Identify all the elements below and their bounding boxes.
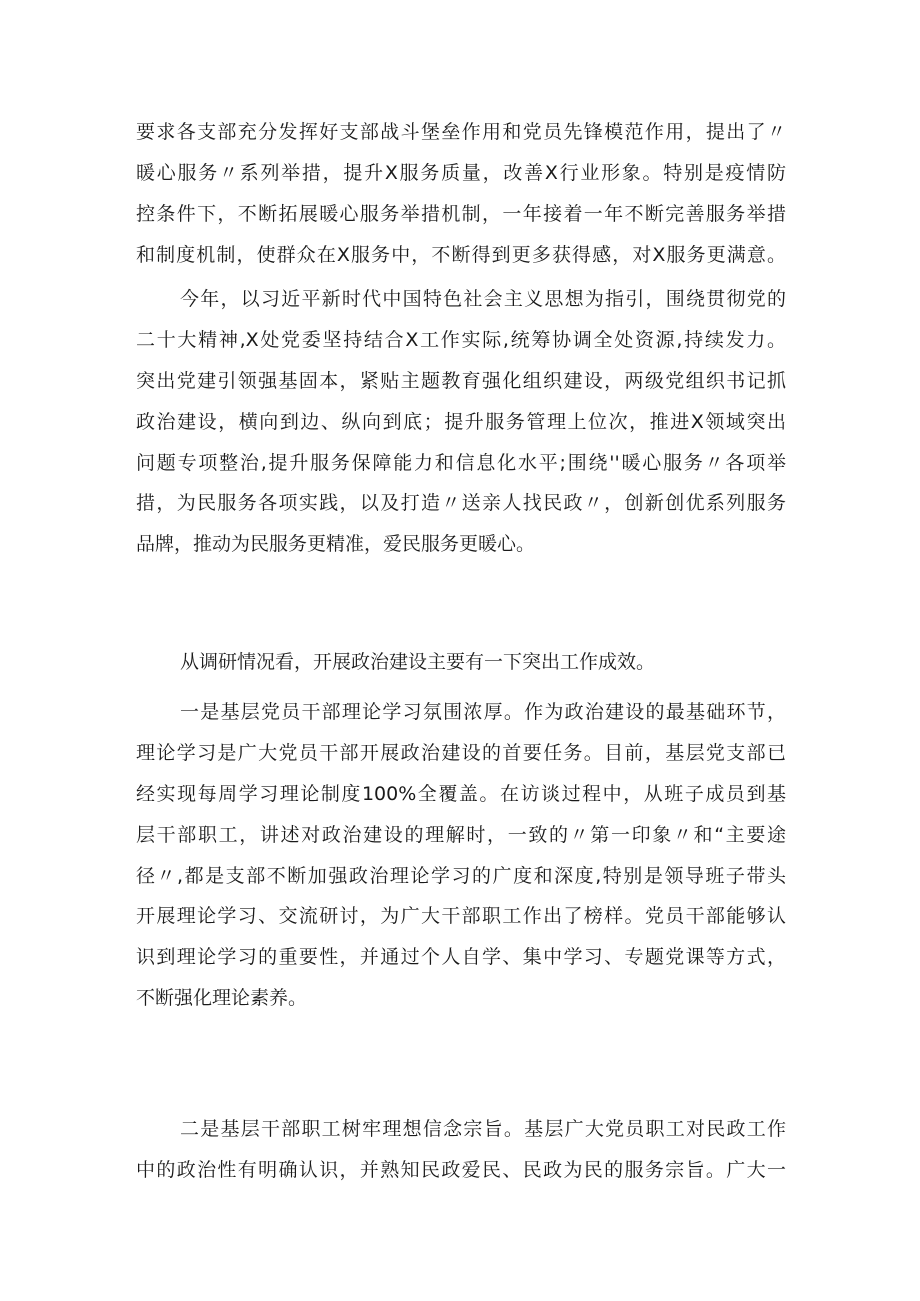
text-line: 问题专项整治,提升服务保障能力和信息化水平;围绕''暖心服务〃各项举 — [136, 451, 786, 474]
paragraph-2 — [136, 279, 786, 565]
text-line: 二是基层干部职工树牢理想信念宗旨。基层广大党员职工对民政工作 — [180, 1118, 786, 1140]
text-line: 识到理论学习的重要性，并通过个人自学、集中学习、专题党课等方式， — [136, 946, 786, 969]
text-line: 二十大精神,X处党委坚持结合X工作实际,统筹协调全处资源,持续发力。 — [136, 328, 786, 351]
text-line: 一是基层党员干部理论学习氛围浓厚。作为政治建设的最基础环节， — [180, 701, 786, 723]
text-line: 径〃,都是支部不断加强政治理论学习的广度和深度,特别是领导班子带头 — [136, 864, 786, 887]
text-line: 开展理论学习、交流研讨，为广大干部职工作出了榜样。党员干部能够认 — [136, 905, 786, 928]
paragraph-3 — [136, 642, 786, 683]
paragraph-4 — [136, 692, 786, 1019]
text-line: 中的政治性有明确认识，并熟知民政爱民、民政为民的服务宗旨。广大一 — [136, 1158, 786, 1181]
text-line: 品牌，推动为民服务更精准，爱民服务更暖心。 — [136, 533, 536, 556]
text-line: 不断强化理论素养。 — [136, 987, 308, 1010]
paragraph-5 — [136, 1109, 786, 1191]
text-line: 从调研情况看，开展政治建设主要有一下突出工作成效。 — [180, 651, 656, 673]
text-line: 层干部职工，讲述对政治建设的理解时，一致的〃第一印象〃和“主要途 — [136, 823, 786, 846]
text-line: 政治建设，横向到边、纵向到底；提升服务管理上位次，推进X领域突出 — [136, 410, 786, 433]
text-line: 和制度机制，使群众在X服务中，不断得到更多获得感，对X服务更满意。 — [136, 243, 786, 266]
text-line: 突出党建引领强基固本，紧贴主题教育强化组织建设，两级党组织书记抓 — [136, 369, 786, 392]
text-line: 控条件下，不断拓展暖心服务举措机制，一年接着一年不断完善服务举措 — [136, 202, 786, 225]
text-line: 要求各支部充分发挥好支部战斗堡垒作用和党员先锋模范作用，提出了〃 — [136, 121, 786, 143]
text-line: 暖心服务〃系列举措，提升X服务质量，改善X行业形象。特别是疫情防 — [136, 161, 786, 184]
text-line: 措，为民服务各项实践，以及打造〃送亲人找民政〃，创新创优系列服务 — [136, 492, 786, 515]
text-line: 今年，以习近平新时代中国特色社会主义思想为指引，围绕贯彻党的 — [180, 288, 786, 310]
text-line: 理论学习是广大党员干部开展政治建设的首要任务。目前，基层党支部已 — [136, 741, 786, 764]
text-line: 经实现每周学习理论制度100%全覆盖。在访谈过程中，从班子成员到基 — [136, 782, 786, 805]
paragraph-1 — [136, 112, 786, 276]
